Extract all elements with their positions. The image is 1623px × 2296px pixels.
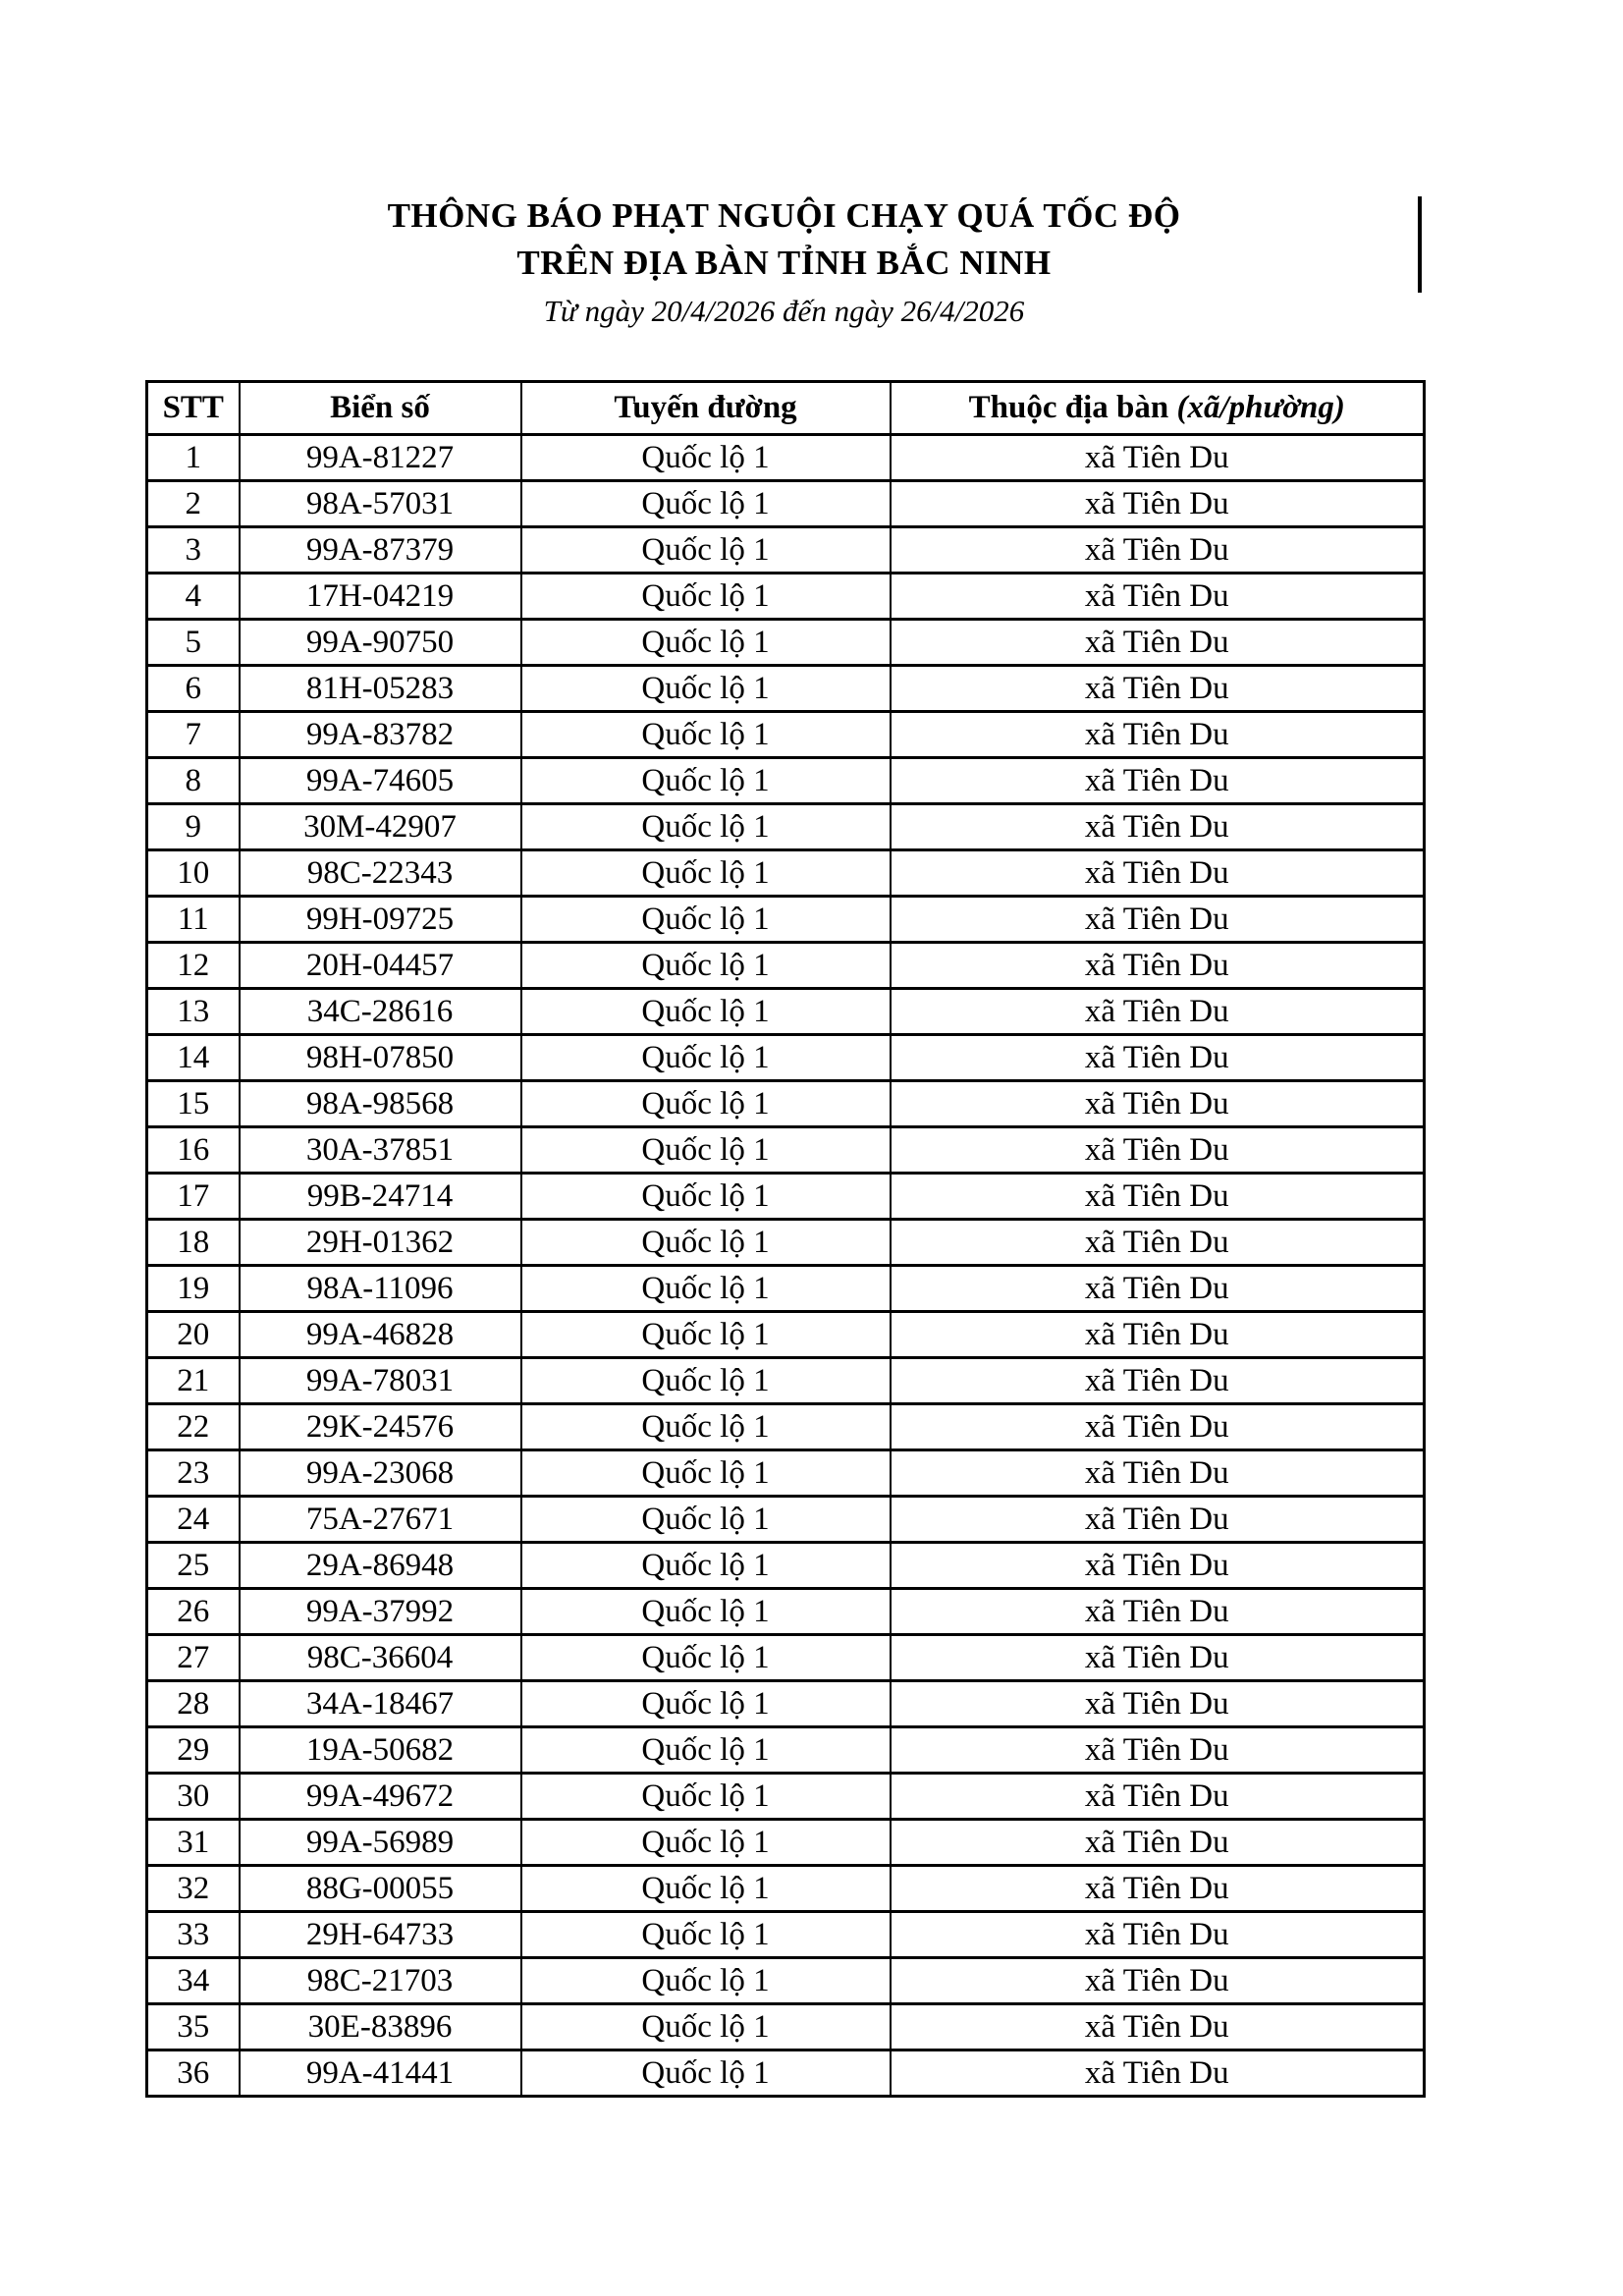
cell-plate: 81H-05283 [240, 666, 521, 712]
cell-area: xã Tiên Du [891, 1681, 1425, 1727]
cell-route: Quốc lộ 1 [521, 435, 891, 481]
cell-area: xã Tiên Du [891, 850, 1425, 897]
cell-route: Quốc lộ 1 [521, 1912, 891, 1958]
table-row [147, 1035, 1425, 1081]
cell-route: Quốc lộ 1 [521, 897, 891, 943]
table-row [147, 850, 1425, 897]
cell-area: xã Tiên Du [891, 1404, 1425, 1450]
table-row [147, 1404, 1425, 1450]
cell-area: xã Tiên Du [891, 1543, 1425, 1589]
cell-stt: 16 [147, 1127, 240, 1174]
cell-area: xã Tiên Du [891, 620, 1425, 666]
cell-route: Quốc lộ 1 [521, 1450, 891, 1497]
cell-stt: 34 [147, 1958, 240, 2004]
table-row [147, 989, 1425, 1035]
table-row [147, 1497, 1425, 1543]
cell-route: Quốc lộ 1 [521, 1220, 891, 1266]
column-header-stt: STT [147, 382, 240, 435]
notice-title-line-1: THÔNG BÁO PHẠT NGUỘI CHẠY QUÁ TỐC ĐỘ [387, 196, 1181, 235]
table-row [147, 1450, 1425, 1497]
column-header-route: Tuyến đường [521, 382, 891, 435]
cell-area: xã Tiên Du [891, 1589, 1425, 1635]
cell-plate: 88G-00055 [240, 1866, 521, 1912]
cell-area: xã Tiên Du [891, 527, 1425, 574]
table-row [147, 943, 1425, 989]
cell-stt: 30 [147, 1774, 240, 1820]
cell-area: xã Tiên Du [891, 1035, 1425, 1081]
cell-plate: 30E-83896 [240, 2004, 521, 2050]
table-row [147, 1312, 1425, 1358]
cell-area: xã Tiên Du [891, 989, 1425, 1035]
cell-route: Quốc lộ 1 [521, 1035, 891, 1081]
cell-plate: 99A-78031 [240, 1358, 521, 1404]
cell-plate: 99A-90750 [240, 620, 521, 666]
cell-area: xã Tiên Du [891, 666, 1425, 712]
cell-route: Quốc lộ 1 [521, 1681, 891, 1727]
cell-stt: 19 [147, 1266, 240, 1312]
cell-plate: 98A-11096 [240, 1266, 521, 1312]
cell-stt: 33 [147, 1912, 240, 1958]
cell-plate: 98A-98568 [240, 1081, 521, 1127]
cell-plate: 19A-50682 [240, 1727, 521, 1774]
cell-plate: 34C-28616 [240, 989, 521, 1035]
cell-stt: 31 [147, 1820, 240, 1866]
table-header-row [147, 382, 1425, 435]
cell-area: xã Tiên Du [891, 1450, 1425, 1497]
cell-plate: 99A-87379 [240, 527, 521, 574]
cell-area: xã Tiên Du [891, 1312, 1425, 1358]
cell-stt: 32 [147, 1866, 240, 1912]
cell-route: Quốc lộ 1 [521, 2004, 891, 2050]
cell-stt: 8 [147, 758, 240, 804]
cell-stt: 1 [147, 435, 240, 481]
cell-plate: 99A-41441 [240, 2050, 521, 2097]
cell-area: xã Tiên Du [891, 1358, 1425, 1404]
cell-route: Quốc lộ 1 [521, 1543, 891, 1589]
table-row [147, 435, 1425, 481]
cell-route: Quốc lộ 1 [521, 481, 891, 527]
cell-area: xã Tiên Du [891, 897, 1425, 943]
cell-area: xã Tiên Du [891, 1081, 1425, 1127]
cell-route: Quốc lộ 1 [521, 620, 891, 666]
cell-route: Quốc lộ 1 [521, 1127, 891, 1174]
column-header-area-label: Thuộc địa bàn [968, 390, 1169, 425]
cell-plate: 99A-56989 [240, 1820, 521, 1866]
cell-area: xã Tiên Du [891, 1220, 1425, 1266]
table-row [147, 758, 1425, 804]
cell-plate: 29H-01362 [240, 1220, 521, 1266]
cell-stt: 7 [147, 712, 240, 758]
cell-stt: 6 [147, 666, 240, 712]
cell-stt: 18 [147, 1220, 240, 1266]
cell-stt: 2 [147, 481, 240, 527]
cell-plate: 98C-36604 [240, 1635, 521, 1681]
cell-route: Quốc lộ 1 [521, 804, 891, 850]
cell-plate: 99A-46828 [240, 1312, 521, 1358]
cell-stt: 3 [147, 527, 240, 574]
cell-plate: 29K-24576 [240, 1404, 521, 1450]
cell-route: Quốc lộ 1 [521, 1174, 891, 1220]
cell-route: Quốc lộ 1 [521, 850, 891, 897]
cell-route: Quốc lộ 1 [521, 1727, 891, 1774]
cell-area: xã Tiên Du [891, 804, 1425, 850]
cell-plate: 99A-74605 [240, 758, 521, 804]
cell-stt: 28 [147, 1681, 240, 1727]
cell-stt: 25 [147, 1543, 240, 1589]
cell-stt: 29 [147, 1727, 240, 1774]
cell-area: xã Tiên Du [891, 1127, 1425, 1174]
cell-area: xã Tiên Du [891, 481, 1425, 527]
speeding-violations-table [145, 380, 1426, 2098]
cell-route: Quốc lộ 1 [521, 527, 891, 574]
column-header-area [891, 382, 1425, 435]
cell-area: xã Tiên Du [891, 1866, 1425, 1912]
table-row [147, 804, 1425, 850]
cell-plate: 99B-24714 [240, 1174, 521, 1220]
cursor-bar [1418, 196, 1422, 293]
cell-area: xã Tiên Du [891, 1820, 1425, 1866]
table-row [147, 1589, 1425, 1635]
cell-route: Quốc lộ 1 [521, 1958, 891, 2004]
cell-route: Quốc lộ 1 [521, 574, 891, 620]
cell-stt: 9 [147, 804, 240, 850]
cell-stt: 15 [147, 1081, 240, 1127]
table-row [147, 1358, 1425, 1404]
cell-route: Quốc lộ 1 [521, 666, 891, 712]
table-body [147, 435, 1425, 2097]
table-row [147, 897, 1425, 943]
cell-area: xã Tiên Du [891, 1774, 1425, 1820]
table-row [147, 1958, 1425, 2004]
table-row [147, 1266, 1425, 1312]
cell-stt: 11 [147, 897, 240, 943]
cell-area: xã Tiên Du [891, 1958, 1425, 2004]
cell-stt: 22 [147, 1404, 240, 1450]
cell-plate: 98C-21703 [240, 1958, 521, 2004]
notice-date-range: Từ ngày 20/4/2026 đến ngày 26/4/2026 [543, 294, 1025, 328]
cell-stt: 20 [147, 1312, 240, 1358]
cell-stt: 10 [147, 850, 240, 897]
cell-plate: 75A-27671 [240, 1497, 521, 1543]
cell-stt: 21 [147, 1358, 240, 1404]
cell-route: Quốc lộ 1 [521, 1774, 891, 1820]
cell-route: Quốc lộ 1 [521, 712, 891, 758]
cell-plate: 99A-37992 [240, 1589, 521, 1635]
cell-plate: 29A-86948 [240, 1543, 521, 1589]
cell-area: xã Tiên Du [891, 2050, 1425, 2097]
table-row [147, 2004, 1425, 2050]
cell-route: Quốc lộ 1 [521, 1081, 891, 1127]
table-row [147, 1820, 1425, 1866]
cell-stt: 17 [147, 1174, 240, 1220]
cell-route: Quốc lộ 1 [521, 943, 891, 989]
column-header-plate: Biển số [240, 382, 521, 435]
cell-area: xã Tiên Du [891, 1266, 1425, 1312]
table-row [147, 574, 1425, 620]
cell-area: xã Tiên Du [891, 1174, 1425, 1220]
cell-plate: 29H-64733 [240, 1912, 521, 1958]
cell-stt: 36 [147, 2050, 240, 2097]
cell-plate: 99A-83782 [240, 712, 521, 758]
cell-route: Quốc lộ 1 [521, 1358, 891, 1404]
cell-plate: 99A-23068 [240, 1450, 521, 1497]
column-header-area-note: (xã/phường) [1176, 390, 1345, 425]
cell-plate: 99A-81227 [240, 435, 521, 481]
table-row [147, 1681, 1425, 1727]
cell-area: xã Tiên Du [891, 712, 1425, 758]
table-row [147, 1543, 1425, 1589]
cell-plate: 34A-18467 [240, 1681, 521, 1727]
cell-route: Quốc lộ 1 [521, 1404, 891, 1450]
cell-stt: 12 [147, 943, 240, 989]
table-row [147, 1220, 1425, 1266]
cell-plate: 30M-42907 [240, 804, 521, 850]
table-row [147, 481, 1425, 527]
cell-route: Quốc lộ 1 [521, 1266, 891, 1312]
table-row [147, 1866, 1425, 1912]
cell-stt: 35 [147, 2004, 240, 2050]
cell-area: xã Tiên Du [891, 1727, 1425, 1774]
cell-stt: 26 [147, 1589, 240, 1635]
cell-plate: 98A-57031 [240, 481, 521, 527]
cell-route: Quốc lộ 1 [521, 1820, 891, 1866]
table-row [147, 1774, 1425, 1820]
table-row [147, 1081, 1425, 1127]
cell-stt: 5 [147, 620, 240, 666]
cell-stt: 24 [147, 1497, 240, 1543]
cell-stt: 4 [147, 574, 240, 620]
cell-plate: 17H-04219 [240, 574, 521, 620]
cell-plate: 98C-22343 [240, 850, 521, 897]
cell-route: Quốc lộ 1 [521, 989, 891, 1035]
table-row [147, 527, 1425, 574]
cell-route: Quốc lộ 1 [521, 2050, 891, 2097]
cell-plate: 99H-09725 [240, 897, 521, 943]
table-row [147, 1127, 1425, 1174]
cell-route: Quốc lộ 1 [521, 758, 891, 804]
cell-route: Quốc lộ 1 [521, 1866, 891, 1912]
cell-plate: 98H-07850 [240, 1035, 521, 1081]
notice-title-line-2: TRÊN ĐỊA BÀN TỈNH BẮC NINH [516, 244, 1052, 282]
cell-route: Quốc lộ 1 [521, 1312, 891, 1358]
cell-plate: 30A-37851 [240, 1127, 521, 1174]
cell-stt: 14 [147, 1035, 240, 1081]
cell-route: Quốc lộ 1 [521, 1497, 891, 1543]
cell-area: xã Tiên Du [891, 574, 1425, 620]
title-block [145, 192, 1423, 333]
cell-area: xã Tiên Du [891, 1912, 1425, 1958]
table-row [147, 1727, 1425, 1774]
table-row [147, 666, 1425, 712]
cell-area: xã Tiên Du [891, 2004, 1425, 2050]
table-row [147, 2050, 1425, 2097]
cell-plate: 20H-04457 [240, 943, 521, 989]
cell-plate: 99A-49672 [240, 1774, 521, 1820]
table-row [147, 1912, 1425, 1958]
cell-area: xã Tiên Du [891, 1635, 1425, 1681]
cell-area: xã Tiên Du [891, 1497, 1425, 1543]
cell-area: xã Tiên Du [891, 758, 1425, 804]
cell-route: Quốc lộ 1 [521, 1589, 891, 1635]
table-row [147, 1635, 1425, 1681]
cell-area: xã Tiên Du [891, 943, 1425, 989]
cell-stt: 27 [147, 1635, 240, 1681]
cell-route: Quốc lộ 1 [521, 1635, 891, 1681]
table-row [147, 1174, 1425, 1220]
cell-stt: 23 [147, 1450, 240, 1497]
table-row [147, 712, 1425, 758]
cell-area: xã Tiên Du [891, 435, 1425, 481]
table-row [147, 620, 1425, 666]
cell-stt: 13 [147, 989, 240, 1035]
